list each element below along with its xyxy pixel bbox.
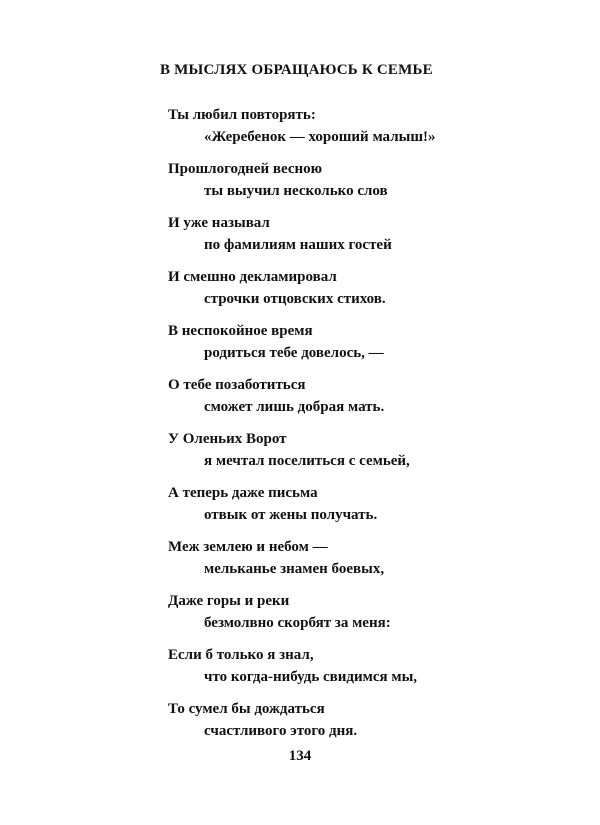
stanza (168, 158, 568, 212)
stanza-line-1: Если б только я знал, (168, 647, 314, 663)
stanza-line-1: Даже горы и реки (168, 593, 290, 609)
stanza (168, 536, 568, 590)
stanza-line-1: И смешно декламировал (168, 269, 337, 285)
stanza (168, 644, 568, 698)
stanza-line-2: родиться тебе довелось, — (204, 345, 384, 361)
stanza-line-2: отвык от жены получать. (204, 507, 378, 523)
stanza (168, 320, 568, 374)
poem-body (168, 104, 568, 752)
stanza-line-1: У Оленьих Ворот (168, 431, 287, 447)
stanza-line-2: мельканье знамен боевых, (204, 561, 385, 577)
stanza (168, 266, 568, 320)
stanza-line-1: Меж землею и небом — (168, 539, 328, 555)
stanza-line-1: О тебе позаботиться (168, 377, 306, 393)
stanza-line-2: «Жеребенок — хороший малыш!» (204, 129, 436, 145)
stanza-line-1: Ты любил повторять: (168, 107, 316, 123)
stanza-line-2: счастливого этого дня. (204, 723, 358, 739)
stanza-line-1: И уже называл (168, 215, 270, 231)
stanza-line-2: что когда-нибудь свидимся мы, (204, 669, 418, 685)
stanza-line-2: я мечтал поселиться с семьей, (204, 453, 410, 469)
page-number: 134 (288, 748, 312, 764)
stanza (168, 428, 568, 482)
stanza-line-2: строчки отцовских стихов. (204, 291, 386, 307)
stanza (168, 212, 568, 266)
stanza (168, 698, 568, 752)
poem-title: В МЫСЛЯХ ОБРАЩАЮСЬ К СЕМЬЕ (160, 62, 433, 78)
stanza (168, 482, 568, 536)
stanza-line-2: по фамилиям наших гостей (204, 237, 392, 253)
stanza-line-1: То сумел бы дождаться (168, 701, 325, 717)
stanza (168, 104, 568, 158)
stanza (168, 374, 568, 428)
stanza-line-2: сможет лишь добрая мать. (204, 399, 385, 415)
stanza-line-2: безмолвно скорбят за меня: (204, 615, 391, 631)
stanza-line-2: ты выучил несколько слов (204, 183, 388, 199)
stanza-line-1: В неспокойное время (168, 323, 313, 339)
stanza-line-1: А теперь даже письма (168, 485, 318, 501)
stanza (168, 590, 568, 644)
stanza-line-1: Прошлогодней весною (168, 161, 323, 177)
